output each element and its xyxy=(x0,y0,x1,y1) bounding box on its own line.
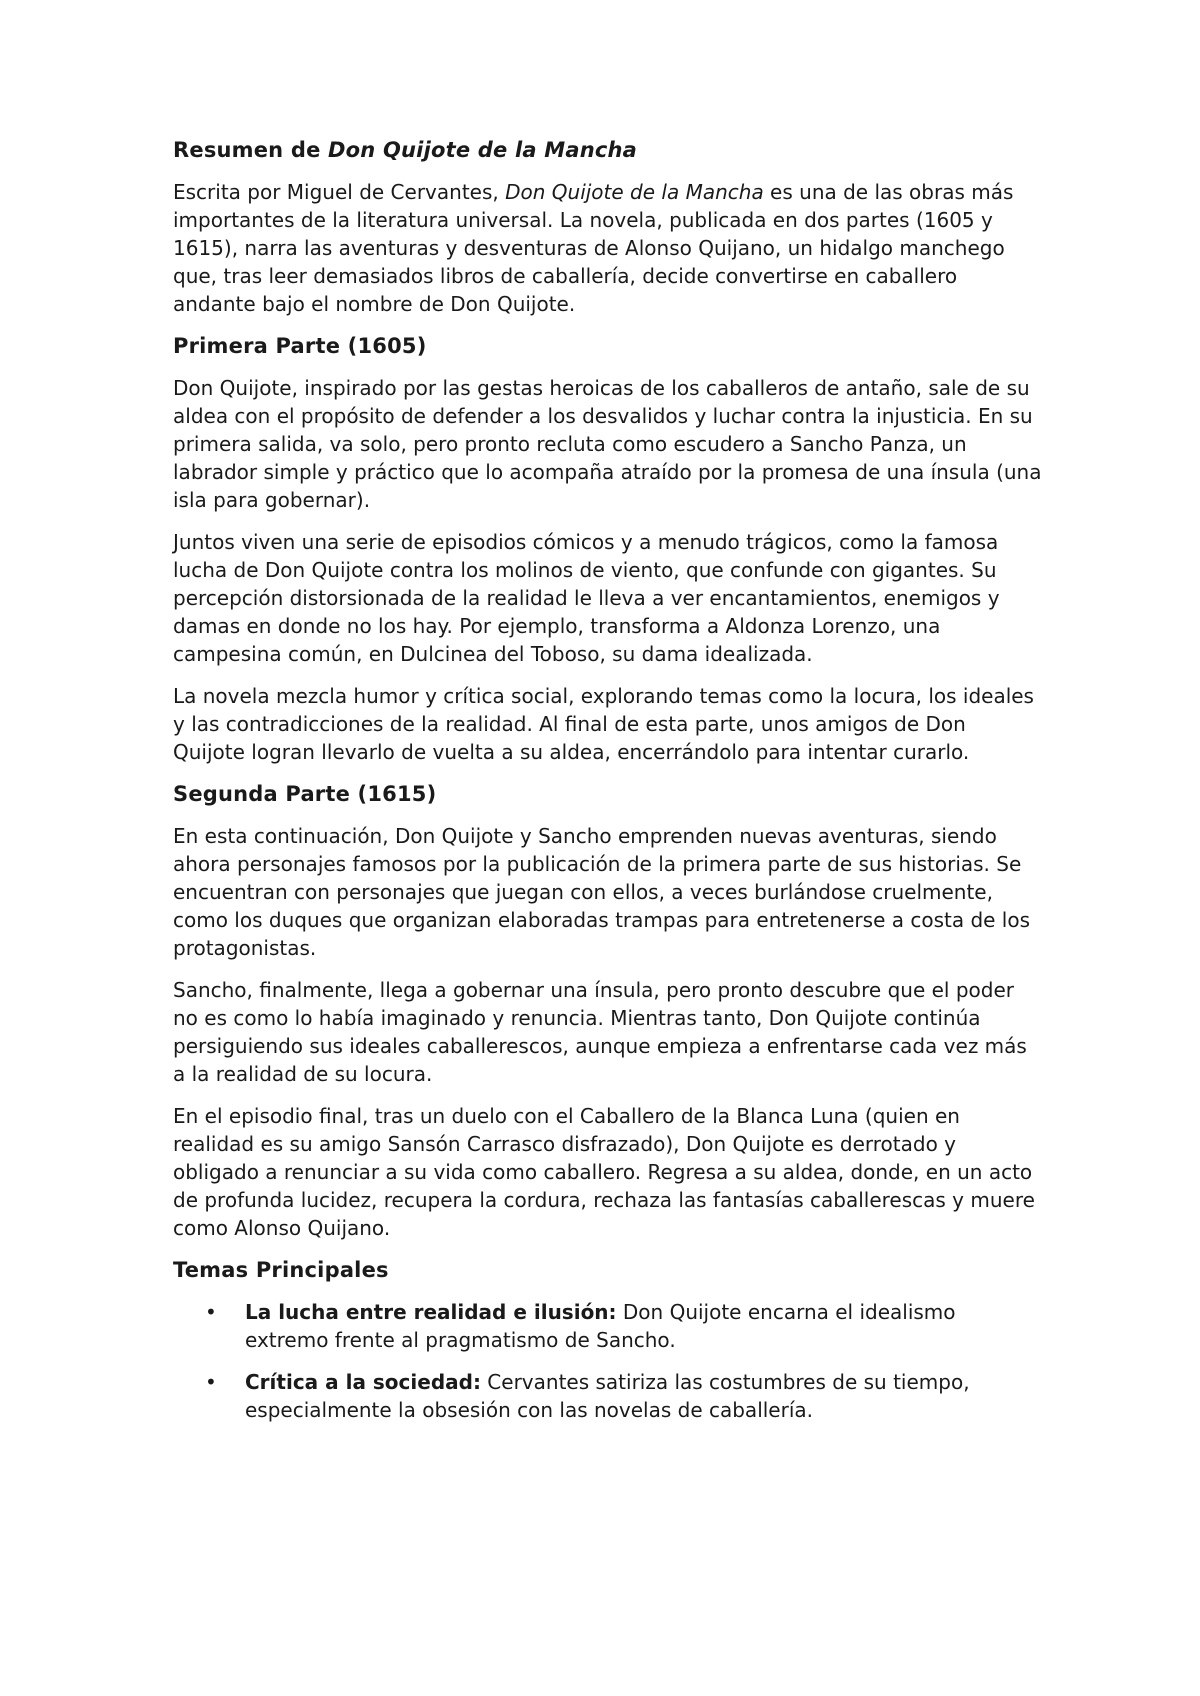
intro-after: es una de las obras más importantes de la literatura universal. La novela, publicada en dos partes (1605 y 1615), narra las aventuras y desventuras de Alonso Quijano, un hidalgo manchego que, tras leer demasiados libros de caballería, decide convertirse en caballero andante bajo el nombre de Don Quijote. xyxy=(173,180,1014,316)
theme-text: Don Quijote encarna el idealismo extremo frente al pragmatismo de Sancho. xyxy=(245,1300,956,1352)
title-italic: Don Quijote de la Mancha xyxy=(328,138,638,162)
part1-paragraph-2: Juntos viven una serie de episodios cómicos y a menudo trágicos, como la famosa lucha de Don Quijote contra los molinos de viento, que confunde con gigantes. Su percepción distorsionada de la realidad le lleva a ver encantamientos, enemigos y damas en donde no los hay. Por ejemplo, transforma a Aldonza Lorenzo, una campesina común, en Dulcinea del Toboso, su dama idealizada. xyxy=(173,530,1000,666)
bullet-icon: • xyxy=(205,1370,217,1394)
theme-label: La lucha entre realidad e ilusión: xyxy=(245,1300,617,1324)
intro-italic: Don Quijote de la Mancha xyxy=(505,180,764,204)
part2-paragraph-2: Sancho, finalmente, llega a gobernar una ínsula, pero pronto descubre que el poder no es como lo había imaginado y renuncia. Mientras tanto, Don Quijote continúa persiguiendo sus ideales caballerescos, aunque empieza a enfrentarse cada vez más a la realidad de su locura. xyxy=(173,978,1027,1086)
part2-heading: Segunda Parte (1615) xyxy=(173,782,437,806)
themes-heading: Temas Principales xyxy=(173,1258,389,1282)
document-title xyxy=(173,136,1043,164)
part1-paragraph-1: Don Quijote, inspirado por las gestas heroicas de los caballeros de antaño, sale de su aldea con el propósito de defender a los desvalidos y luchar contra la injusticia. En su primera salida, va solo, pero pronto recluta como escudero a Sancho Panza, un labrador simple y práctico que lo acompaña atraído por la promesa de una ínsula (una isla para gobernar). xyxy=(173,376,1042,512)
intro-before: Escrita por Miguel de Cervantes, xyxy=(173,180,506,204)
bullet-icon: • xyxy=(205,1300,217,1324)
part1-paragraph-3: La novela mezcla humor y crítica social, explorando temas como la locura, los ideales y las contradicciones de la realidad. Al final de esta parte, unos amigos de Don Quijote logran llevarlo de vuelta a su aldea, encerrándolo para intentar curarlo. xyxy=(173,684,1034,764)
intro-paragraph xyxy=(173,178,1043,318)
part2-paragraph-1: En esta continuación, Don Quijote y Sancho emprenden nuevas aventuras, siendo ahora personajes famosos por la publicación de la primera parte de sus historias. Se encuentran con personajes que juegan con ellos, a veces burlándose cruelmente, como los duques que organizan elaboradas trampas para entretenerse a costa de los protagonistas. xyxy=(173,824,1031,960)
part2-paragraph-3: En el episodio final, tras un duelo con el Caballero de la Blanca Luna (quien en realidad es su amigo Sansón Carrasco disfrazado), Don Quijote es derrotado y obligado a renunciar a su vida como caballero. Regresa a su aldea, donde, en un acto de profunda lucidez, recupera la cordura, rechaza las fantasías caballerescas y muere como Alonso Quijano. xyxy=(173,1104,1035,1240)
list-item xyxy=(173,1298,1043,1354)
document-page xyxy=(173,136,1043,1438)
themes-list xyxy=(173,1298,1043,1424)
list-item xyxy=(173,1368,1043,1424)
theme-label: Crítica a la sociedad: xyxy=(245,1370,481,1394)
title-prefix: Resumen de xyxy=(173,138,329,162)
theme-text: Cervantes satiriza las costumbres de su tiempo, especialmente la obsesión con las novelas de caballería. xyxy=(245,1370,970,1422)
part1-heading: Primera Parte (1605) xyxy=(173,334,427,358)
